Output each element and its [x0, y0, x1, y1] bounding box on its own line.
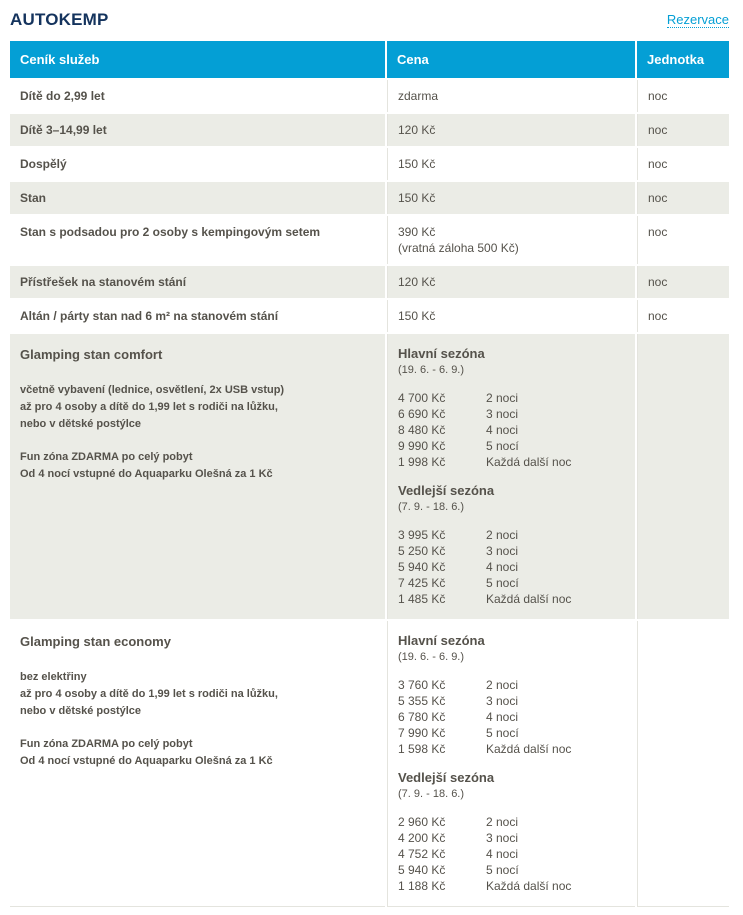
- price-amount: 1 188 Kč: [398, 879, 446, 893]
- unit-cell: [637, 334, 729, 619]
- price-amount: 5 940 Kč: [398, 863, 446, 877]
- price-row: [398, 575, 625, 591]
- price-amount: 5 940 Kč: [398, 560, 446, 574]
- glamping-extra-line: Od 4 nocí vstupné do Aquaparku Olešná za 1 Kč: [20, 468, 273, 480]
- price-cell: [387, 300, 635, 332]
- price-cell: [387, 114, 635, 146]
- price-cell: [387, 148, 635, 180]
- glamping-detail-line: až pro 4 osoby a dítě do 1,99 let s rodiči na lůžku,: [20, 401, 278, 413]
- price-amount: 7 425 Kč: [398, 576, 446, 590]
- glamping-extras: [20, 449, 375, 483]
- price-amount: 4 200 Kč: [398, 831, 446, 845]
- table-row: [10, 216, 729, 264]
- price-table: [8, 39, 731, 909]
- price-amount: 2 960 Kč: [398, 815, 446, 829]
- price-row: [398, 725, 625, 741]
- price-row: [398, 591, 625, 607]
- unit-cell: noc: [637, 216, 729, 264]
- table-row: [10, 300, 729, 332]
- service-label: Stan s podsadou pro 2 osoby s kempingovým setem: [20, 225, 321, 239]
- price-duration: 5 nocí: [486, 863, 519, 877]
- price-duration: 4 noci: [486, 847, 519, 861]
- season-price-list: [398, 677, 625, 757]
- price-cell: [387, 266, 635, 298]
- service-label: Stan: [20, 191, 47, 205]
- price-value: 150 Kč: [398, 191, 436, 205]
- column-header-price: Cena: [387, 41, 635, 78]
- price-value: (vratná záloha 500 Kč): [398, 241, 519, 255]
- table-header-row: [10, 41, 729, 78]
- season-price-list: [398, 527, 625, 607]
- unit-cell: noc: [637, 300, 729, 332]
- price-amount: 4 700 Kč: [398, 391, 446, 405]
- service-cell: [10, 621, 385, 907]
- price-amount: 7 990 Kč: [398, 726, 446, 740]
- table-row: [10, 80, 729, 112]
- unit-cell: [637, 621, 729, 907]
- service-label: Dítě 3–14,99 let: [20, 123, 107, 137]
- price-row: [398, 878, 625, 894]
- price-row: [398, 543, 625, 559]
- price-row: [398, 454, 625, 470]
- service-label: Altán / párty stan nad 6 m² na stanovém stání: [20, 309, 279, 323]
- price-duration: 3 noci: [486, 544, 519, 558]
- unit-cell: noc: [637, 114, 729, 146]
- page-title: AUTOKEMP: [10, 10, 109, 29]
- price-duration: Každá další noc: [486, 879, 572, 893]
- season-block: [398, 483, 625, 607]
- price-amount: 3 760 Kč: [398, 678, 446, 692]
- glamping-details: [20, 382, 375, 433]
- season-price-list: [398, 390, 625, 470]
- table-row-glamping: [10, 334, 729, 619]
- price-value: 120 Kč: [398, 275, 436, 289]
- glamping-detail-line: bez elektřiny: [20, 671, 87, 683]
- service-cell: [10, 334, 385, 619]
- price-row: [398, 390, 625, 406]
- price-amount: 5 250 Kč: [398, 544, 446, 558]
- price-row: [398, 559, 625, 575]
- price-row: [398, 422, 625, 438]
- service-label: Dítě do 2,99 let: [20, 89, 105, 103]
- price-amount: 3 995 Kč: [398, 528, 446, 542]
- season-block: [398, 633, 625, 757]
- price-duration: 2 noci: [486, 391, 519, 405]
- price-duration: 2 noci: [486, 815, 519, 829]
- price-duration: 2 noci: [486, 678, 519, 692]
- service-cell: [10, 300, 385, 332]
- price-amount: 8 480 Kč: [398, 423, 446, 437]
- season-title: Hlavní sezóna: [398, 346, 485, 361]
- price-row: [398, 709, 625, 725]
- price-duration: 4 noci: [486, 710, 519, 724]
- unit-cell: noc: [637, 80, 729, 112]
- season-dates: (7. 9. - 18. 6.): [398, 788, 465, 800]
- price-row: [398, 846, 625, 862]
- price-duration: Každá další noc: [486, 455, 572, 469]
- service-cell: [10, 80, 385, 112]
- price-row: [398, 406, 625, 422]
- season-title: Vedlejší sezóna: [398, 770, 495, 785]
- price-amount: 9 990 Kč: [398, 439, 446, 453]
- price-cell: [387, 216, 635, 264]
- price-duration: Každá další noc: [486, 592, 572, 606]
- price-duration: 4 noci: [486, 423, 519, 437]
- price-amount: 5 355 Kč: [398, 694, 446, 708]
- price-value: 390 Kč: [398, 225, 436, 239]
- unit-cell: noc: [637, 182, 729, 214]
- price-row: [398, 438, 625, 454]
- price-duration: Každá další noc: [486, 742, 572, 756]
- price-row: [398, 830, 625, 846]
- price-amount: 1 998 Kč: [398, 455, 446, 469]
- glamping-detail-line: až pro 4 osoby a dítě do 1,99 let s rodiči na lůžku,: [20, 688, 278, 700]
- price-duration: 3 noci: [486, 694, 519, 708]
- price-table-body: [10, 80, 729, 907]
- glamping-extra-line: Fun zóna ZDARMA po celý pobyt: [20, 738, 193, 750]
- price-row: [398, 814, 625, 830]
- service-label: Dospělý: [20, 157, 67, 171]
- price-cell: [387, 334, 635, 619]
- season-title: Hlavní sezóna: [398, 633, 485, 648]
- service-label: Přístřešek na stanovém stání: [20, 275, 187, 289]
- price-cell: [387, 182, 635, 214]
- price-row: [398, 741, 625, 757]
- season-dates: (19. 6. - 6. 9.): [398, 364, 465, 376]
- service-cell: [10, 148, 385, 180]
- unit-cell: noc: [637, 148, 729, 180]
- price-value: 150 Kč: [398, 157, 436, 171]
- price-row: [398, 677, 625, 693]
- glamping-extras: [20, 736, 375, 770]
- page-header: [8, 8, 731, 39]
- reservation-link[interactable]: Rezervace: [666, 12, 729, 27]
- glamping-detail-line: nebo v dětské postýlce: [20, 705, 142, 717]
- price-duration: 4 noci: [486, 560, 519, 574]
- season-title: Vedlejší sezóna: [398, 483, 495, 498]
- table-row-glamping: [10, 621, 729, 907]
- season-dates: (19. 6. - 6. 9.): [398, 651, 465, 663]
- price-cell: [387, 621, 635, 907]
- price-value: 150 Kč: [398, 309, 436, 323]
- glamping-name: Glamping stan comfort: [20, 347, 163, 362]
- glamping-details: [20, 669, 375, 720]
- price-amount: 6 780 Kč: [398, 710, 446, 724]
- season-block: [398, 346, 625, 470]
- table-row: [10, 114, 729, 146]
- price-cell: [387, 80, 635, 112]
- price-row: [398, 527, 625, 543]
- price-duration: 5 nocí: [486, 576, 519, 590]
- glamping-name: Glamping stan economy: [20, 634, 171, 649]
- price-row: [398, 862, 625, 878]
- price-amount: 1 598 Kč: [398, 742, 446, 756]
- price-value: zdarma: [398, 89, 439, 103]
- table-row: [10, 266, 729, 298]
- service-cell: [10, 266, 385, 298]
- column-header-unit: Jednotka: [637, 41, 729, 78]
- season-price-list: [398, 814, 625, 894]
- column-header-services: Ceník služeb: [10, 41, 385, 78]
- price-duration: 5 nocí: [486, 726, 519, 740]
- glamping-detail-line: nebo v dětské postýlce: [20, 418, 142, 430]
- price-amount: 6 690 Kč: [398, 407, 446, 421]
- price-row: [398, 693, 625, 709]
- service-cell: [10, 114, 385, 146]
- glamping-detail-line: včetně vybavení (lednice, osvětlení, 2x USB vstup): [20, 384, 285, 396]
- glamping-extra-line: Od 4 nocí vstupné do Aquaparku Olešná za 1 Kč: [20, 755, 273, 767]
- service-cell: [10, 182, 385, 214]
- service-cell: [10, 216, 385, 264]
- price-duration: 3 noci: [486, 407, 519, 421]
- price-duration: 3 noci: [486, 831, 519, 845]
- table-row: [10, 148, 729, 180]
- unit-cell: noc: [637, 266, 729, 298]
- season-dates: (7. 9. - 18. 6.): [398, 501, 465, 513]
- price-amount: 4 752 Kč: [398, 847, 446, 861]
- season-block: [398, 770, 625, 894]
- price-value: 120 Kč: [398, 123, 436, 137]
- table-row: [10, 182, 729, 214]
- price-duration: 2 noci: [486, 528, 519, 542]
- price-duration: 5 nocí: [486, 439, 519, 453]
- glamping-extra-line: Fun zóna ZDARMA po celý pobyt: [20, 451, 193, 463]
- price-amount: 1 485 Kč: [398, 592, 446, 606]
